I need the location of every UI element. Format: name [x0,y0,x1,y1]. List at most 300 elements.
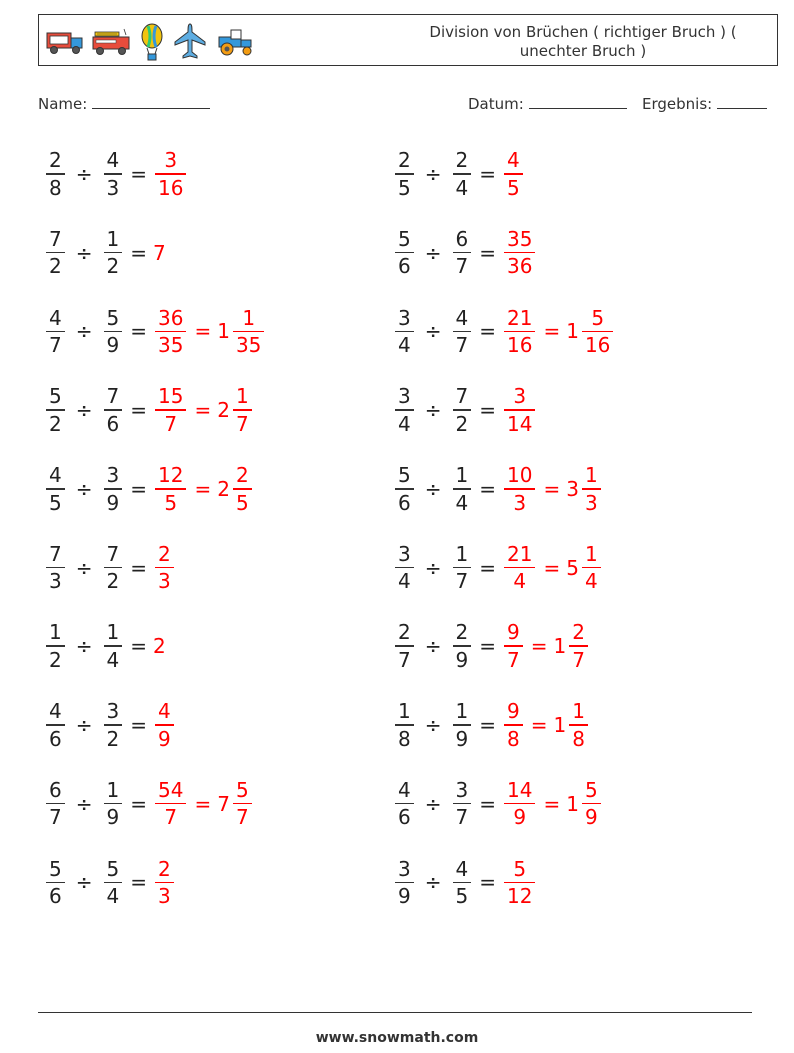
fraction [46,462,65,516]
equals-sign: = [130,555,147,580]
fraction [395,619,414,673]
mixed-whole: 5 [566,555,579,580]
problem-item [44,141,188,207]
fraction [453,541,472,595]
denominator: 4 [398,333,411,358]
equals-sign: = [543,319,561,344]
mixed-whole: 2 [217,476,230,501]
denominator: 4 [398,569,411,594]
divide-sign: ÷ [424,476,442,501]
mixed-whole: 3 [566,476,579,501]
divide-sign: ÷ [75,791,93,816]
denominator: 14 [507,411,533,436]
numerator: 14 [507,777,533,802]
fraction [395,226,414,280]
denominator: 7 [235,805,249,830]
fraction [104,777,123,831]
fraction [395,305,414,359]
equals-sign: = [130,870,147,895]
fraction [104,305,123,359]
equals-sign: = [130,162,147,186]
fraction [395,856,414,910]
problem-item [393,141,525,207]
fraction [453,462,472,516]
denominator: 6 [49,884,62,909]
numerator: 2 [572,620,585,645]
numerator: 5 [235,777,249,802]
fraction [46,777,65,831]
divide-sign: ÷ [424,712,442,737]
denominator: 4 [513,569,527,594]
divide-sign: ÷ [424,555,442,580]
answer-whole: 7 [153,240,166,265]
equals-sign: = [543,555,561,580]
equals-sign: = [479,712,496,737]
mixed-fraction [233,383,252,437]
numerator: 9 [507,699,520,724]
denominator: 9 [455,647,469,672]
denominator: 3 [49,569,62,594]
numerator: 7 [49,226,62,251]
problem-item [393,535,603,601]
answer-fraction [155,777,186,831]
name-blank[interactable] [92,94,210,109]
numerator: 1 [455,541,469,566]
mixed-fraction [569,619,588,673]
denominator: 5 [235,490,249,515]
numerator: 6 [455,226,469,251]
denominator: 4 [584,569,598,594]
divide-sign: ÷ [75,634,93,659]
fraction [104,541,123,595]
denominator: 2 [106,569,120,594]
numerator: 5 [584,777,598,802]
equals-sign: = [530,712,548,737]
mixed-fraction [233,462,252,516]
fraction [46,856,65,910]
result-blank[interactable] [717,94,767,109]
fraction [46,305,65,359]
divide-sign: ÷ [75,240,93,265]
numerator: 4 [507,148,520,173]
fraction [104,147,123,201]
answer-fraction [155,541,174,595]
problem-item [44,377,254,443]
denominator: 3 [513,490,527,515]
worksheet-title: Division von Brüchen ( richtiger Bruch ) ( unechter Bruch ) [429,23,737,60]
denominator: 9 [106,490,120,515]
equals-sign: = [479,791,496,816]
problem-item [393,298,615,364]
problem-item [44,849,176,915]
numerator: 1 [235,384,249,409]
denominator: 2 [106,726,120,751]
fraction [453,305,472,359]
divide-sign: ÷ [424,398,442,423]
mixed-fraction [233,305,264,359]
mixed-fraction [582,462,601,516]
divide-sign: ÷ [424,240,442,265]
numerator: 5 [398,226,411,251]
name-field [38,94,210,113]
numerator: 2 [398,148,411,173]
fraction [46,541,65,595]
footer-url: www.snowmath.com [315,1030,479,1046]
mixed-whole: 1 [566,319,579,344]
equals-sign: = [130,319,147,344]
numerator: 4 [455,305,469,330]
denominator: 8 [49,175,62,200]
problem-item [44,613,166,679]
equals-sign: = [479,870,496,895]
denominator: 7 [235,411,249,436]
numerator: 15 [158,384,184,409]
divide-sign: ÷ [75,476,93,501]
divide-sign: ÷ [75,712,93,737]
denominator: 9 [398,884,411,909]
numerator: 3 [513,384,527,409]
divide-sign: ÷ [75,398,93,423]
numerator: 1 [49,620,62,645]
numerator: 5 [106,305,120,330]
fire-truck-icon [45,29,85,55]
denominator: 8 [507,726,520,751]
fire-engine-icon [91,27,133,57]
header-icons [45,23,255,61]
divide-sign: ÷ [75,162,93,186]
equals-sign: = [479,476,496,501]
numerator: 5 [591,305,605,330]
worksheet-header [38,14,778,66]
denominator: 4 [106,647,120,672]
numerator: 4 [106,148,120,173]
date-label: Datum: [468,95,524,113]
denominator: 2 [49,647,62,672]
fraction [453,147,472,201]
equals-sign: = [479,398,496,423]
tractor-icon [215,27,255,57]
numerator: 12 [158,463,184,488]
problem-item [44,456,254,522]
denominator: 2 [49,411,62,436]
numerator: 1 [106,777,120,802]
numerator: 7 [106,541,120,566]
numerator: 21 [507,541,533,566]
answer-fraction [155,698,174,752]
denominator: 9 [584,805,598,830]
fraction [104,698,123,752]
name-label: Name: [38,95,88,113]
fraction [104,383,123,437]
problem-item [393,771,603,837]
denominator: 16 [584,333,611,358]
numerator: 2 [398,620,411,645]
numerator: 2 [49,148,62,173]
answer-fraction [504,619,523,673]
fraction [395,698,414,752]
numerator: 1 [584,463,598,488]
denominator: 2 [106,254,120,279]
denominator: 7 [572,647,585,672]
date-field [468,94,627,113]
problem-item [393,613,590,679]
denominator: 3 [106,175,120,200]
divide-sign: ÷ [75,319,93,344]
equals-sign: = [543,476,561,501]
answer-fraction [504,541,535,595]
mixed-whole: 1 [566,791,579,816]
mixed-fraction [582,305,613,359]
denominator: 4 [398,411,411,436]
equals-sign: = [479,634,496,659]
fraction [46,698,65,752]
denominator: 5 [49,490,62,515]
denominator: 7 [455,805,469,830]
numerator: 6 [49,777,62,802]
numerator: 7 [455,384,469,409]
problem-item [44,220,166,286]
denominator: 8 [572,726,585,751]
numerator: 21 [507,305,533,330]
numerator: 3 [164,148,178,173]
fraction [395,383,414,437]
equals-sign: = [194,398,212,423]
numerator: 4 [49,463,62,488]
numerator: 3 [398,305,411,330]
fraction [104,462,123,516]
denominator: 7 [455,333,469,358]
problem-item [393,692,590,758]
numerator: 54 [158,777,184,802]
denominator: 16 [507,333,533,358]
mixed-whole: 1 [553,712,567,737]
fraction [104,856,123,910]
equals-sign: = [543,791,561,816]
answer-whole: 2 [153,634,166,659]
problem-item [44,771,254,837]
mixed-whole: 1 [217,319,230,344]
answer-fraction [155,147,186,201]
numerator: 7 [106,384,120,409]
denominator: 7 [455,254,469,279]
denominator: 3 [158,884,171,909]
equals-sign: = [479,319,496,344]
numerator: 4 [158,699,171,724]
numerator: 3 [398,384,411,409]
mixed-whole: 1 [553,634,567,659]
denominator: 2 [49,254,62,279]
date-blank[interactable] [529,94,627,109]
denominator: 7 [455,569,469,594]
denominator: 35 [158,333,184,358]
result-label: Ergebnis: [642,95,713,113]
denominator: 12 [507,884,533,909]
fraction [453,619,472,673]
numerator: 4 [49,305,62,330]
denominator: 4 [106,884,120,909]
divide-sign: ÷ [424,870,442,895]
numerator: 35 [507,226,533,251]
hot-air-balloon-icon [139,22,165,62]
denominator: 6 [106,411,120,436]
problem-item [393,849,537,915]
denominator: 9 [158,726,171,751]
denominator: 9 [106,805,120,830]
numerator: 2 [158,856,171,881]
problem-item [44,535,176,601]
numerator: 2 [455,620,469,645]
mixed-whole: 2 [217,398,230,423]
answer-fraction [504,147,523,201]
numerator: 4 [49,699,62,724]
result-field [642,94,767,113]
mixed-whole: 7 [217,791,230,816]
numerator: 1 [584,541,598,566]
numerator: 5 [398,463,411,488]
divide-sign: ÷ [424,791,442,816]
fraction [395,462,414,516]
equals-sign: = [479,162,496,186]
fraction [395,147,414,201]
equals-sign: = [130,476,147,501]
denominator: 2 [455,411,469,436]
numerator: 36 [158,305,184,330]
numerator: 3 [455,777,469,802]
numerator: 5 [513,856,527,881]
answer-fraction [504,777,535,831]
mixed-fraction [569,698,588,752]
fraction [453,777,472,831]
numerator: 4 [398,777,411,802]
denominator: 5 [164,490,178,515]
mixed-fraction [582,777,601,831]
equals-sign: = [130,634,147,659]
divide-sign: ÷ [424,319,442,344]
numerator: 5 [49,384,62,409]
denominator: 6 [398,490,411,515]
fraction [46,226,65,280]
numerator: 3 [106,699,120,724]
numerator: 1 [106,226,120,251]
answer-fraction [504,856,535,910]
denominator: 7 [164,805,178,830]
numerator: 3 [106,463,120,488]
answer-fraction [504,226,535,280]
numerator: 9 [507,620,520,645]
mixed-fraction [582,541,601,595]
denominator: 8 [398,726,411,751]
denominator: 9 [455,726,469,751]
numerator: 7 [49,541,62,566]
problem-item [393,377,537,443]
numerator: 2 [158,541,171,566]
answer-fraction [155,305,186,359]
denominator: 7 [398,647,411,672]
numerator: 1 [572,699,585,724]
mixed-fraction [233,777,252,831]
denominator: 5 [455,884,469,909]
denominator: 6 [49,726,62,751]
divide-sign: ÷ [424,162,442,186]
denominator: 36 [507,254,533,279]
answer-fraction [504,462,535,516]
denominator: 6 [398,254,411,279]
denominator: 3 [584,490,598,515]
answer-fraction [155,383,186,437]
fraction [453,698,472,752]
answer-fraction [155,462,186,516]
numerator: 1 [455,699,469,724]
airplane-icon [171,22,209,62]
fraction [104,619,123,673]
fraction [46,619,65,673]
denominator: 6 [398,805,411,830]
denominator: 9 [106,333,120,358]
numerator: 5 [49,856,62,881]
equals-sign: = [130,712,147,737]
divide-sign: ÷ [424,634,442,659]
denominator: 7 [49,805,62,830]
numerator: 1 [106,620,120,645]
numerator: 2 [235,463,249,488]
problem-item [44,298,266,364]
answer-fraction [155,856,174,910]
fraction [46,383,65,437]
denominator: 7 [507,647,520,672]
numerator: 2 [455,148,469,173]
problem-item [44,692,176,758]
equals-sign: = [130,240,147,265]
equals-sign: = [194,319,212,344]
equals-sign: = [530,634,548,659]
denominator: 3 [158,569,171,594]
equals-sign: = [130,398,147,423]
denominator: 5 [398,175,411,200]
denominator: 4 [455,490,469,515]
footer-divider [38,1012,752,1013]
fraction [453,856,472,910]
numerator: 4 [455,856,469,881]
numerator: 5 [106,856,120,881]
denominator: 4 [455,175,469,200]
equals-sign: = [479,555,496,580]
fraction [453,226,472,280]
numerator: 1 [398,699,411,724]
denominator: 35 [235,333,262,358]
numerator: 3 [398,856,411,881]
divide-sign: ÷ [75,555,93,580]
problem-item [393,220,537,286]
fraction [453,383,472,437]
denominator: 7 [49,333,62,358]
fraction [46,147,65,201]
divide-sign: ÷ [75,870,93,895]
fraction [395,777,414,831]
answer-fraction [504,305,535,359]
denominator: 16 [158,175,184,200]
equals-sign: = [194,476,212,501]
answer-fraction [504,698,523,752]
equals-sign: = [130,791,147,816]
numerator: 1 [455,463,469,488]
denominator: 5 [507,175,520,200]
fraction [395,541,414,595]
numerator: 10 [507,463,533,488]
numerator: 1 [242,305,256,330]
problem-item [393,456,603,522]
fraction [104,226,123,280]
numerator: 3 [398,541,411,566]
